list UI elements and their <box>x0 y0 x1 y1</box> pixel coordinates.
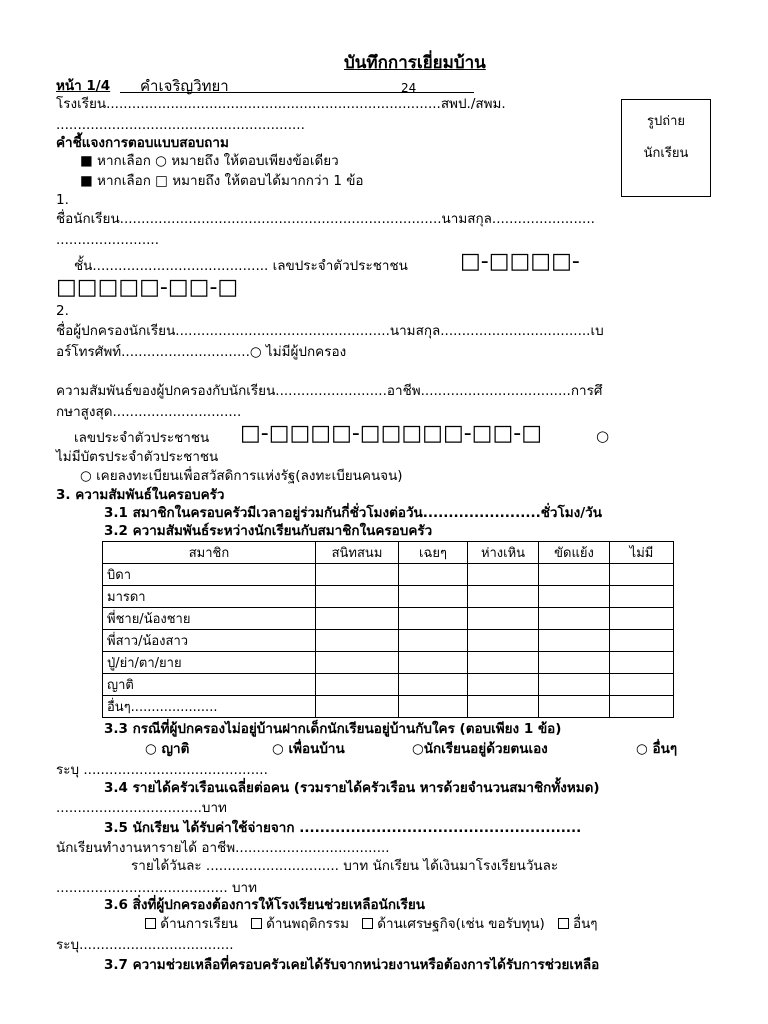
check-cell[interactable] <box>468 586 539 608</box>
member-cell: ญาติ <box>103 674 316 696</box>
table-row <box>103 652 674 674</box>
student-id-boxes-b[interactable]: □□□□□-□□-□ <box>56 275 239 300</box>
school-line-2: .......................................................... <box>56 117 305 133</box>
table-row <box>103 674 674 696</box>
section-2-number: 2. <box>56 303 69 319</box>
option-economy[interactable]: ด้านเศรษฐกิจ(เช่น ขอรับทุน) <box>377 916 545 932</box>
student-name-field[interactable]: ชื่อนักเรียน...........................................................................นามสกุล........................ <box>56 211 595 227</box>
member-cell: ปู่/ย่า/ตา/ยาย <box>103 652 316 674</box>
check-cell[interactable] <box>539 630 610 652</box>
question-3-1[interactable]: 3.1 สมาชิกในครอบครัวมีเวลาอยู่ร่วมกันกี่ชั่วโมงต่อวัน.......................ชั่วโมง/วัน <box>104 505 602 521</box>
guardian-education-field[interactable]: กษาสูงสุด.............................. <box>56 404 242 420</box>
check-cell[interactable] <box>316 696 399 718</box>
option-neighbor[interactable]: ○ เพื่อนบ้าน <box>272 741 345 757</box>
checkbox-learning[interactable] <box>145 918 156 929</box>
checkbox-economy[interactable] <box>362 918 373 929</box>
header-conflict: ขัดแย้ง <box>539 542 610 564</box>
member-cell: บิดา <box>103 564 316 586</box>
member-cell: อื่นๆ..................... <box>103 696 316 718</box>
check-cell[interactable] <box>316 564 399 586</box>
photo-label-1: รูปถ่าย <box>646 114 686 129</box>
member-cell: พี่ชาย/น้องชาย <box>103 608 316 630</box>
table-row <box>103 586 674 608</box>
check-cell[interactable] <box>539 564 610 586</box>
guardian-phone-field[interactable]: อร์โทรศัพท์..............................○ ไม่มีผู้ปกครอง <box>56 344 347 360</box>
check-cell[interactable] <box>399 696 468 718</box>
no-id-radio[interactable]: ○ <box>596 427 610 445</box>
table-row <box>103 696 674 718</box>
option-other[interactable]: ○ อื่นๆ <box>636 741 678 757</box>
question-3-4-field[interactable]: ..................................บาท <box>56 800 227 816</box>
check-cell[interactable] <box>399 674 468 696</box>
check-cell[interactable] <box>610 696 674 718</box>
check-cell[interactable] <box>316 586 399 608</box>
daily-allowance-field[interactable]: ........................................ บาท <box>56 880 257 896</box>
student-work-field[interactable]: นักเรียนทำงานหารายได้ อาชีพ.................................... <box>56 840 390 856</box>
guardian-id-label: เลขประจำตัวประชาชน <box>74 430 210 446</box>
table-header-row <box>103 542 674 564</box>
form-number: 24 <box>401 81 417 95</box>
check-cell[interactable] <box>399 630 468 652</box>
question-3-3-specify[interactable]: ระบุ ........................................... <box>56 762 268 778</box>
instruction-2: ■ หากเลือก □ หมายถึง ให้ตอบได้มากกว่า 1 ข้อ <box>80 173 364 189</box>
page-label: หน้า 1/4 <box>56 78 111 94</box>
instructions-heading: คำชี้แจงการตอบแบบสอบถาม <box>56 135 229 151</box>
header-none: ไม่มี <box>610 542 674 564</box>
header-distant: ห่างเหิน <box>468 542 539 564</box>
check-cell[interactable] <box>468 630 539 652</box>
check-cell[interactable] <box>399 586 468 608</box>
student-id-boxes-a[interactable]: □-□□□□- <box>460 249 580 274</box>
form-title: บันทึกการเยี่ยมบ้าน <box>344 53 486 73</box>
guardian-relation-field[interactable]: ความสัมพันธ์ของผู้ปกครองกับนักเรียน..........................อาชีพ...................................การศึ <box>56 383 603 399</box>
check-cell[interactable] <box>610 608 674 630</box>
photo-label-2: นักเรียน <box>643 146 689 161</box>
check-cell[interactable] <box>610 630 674 652</box>
check-cell[interactable] <box>468 696 539 718</box>
student-name-field-cont[interactable]: ........................ <box>56 232 159 248</box>
guardian-id-boxes[interactable]: □-□□□□-□□□□□-□□-□ <box>240 421 542 446</box>
check-cell[interactable] <box>539 696 610 718</box>
option-relative[interactable]: ○ ญาติ <box>145 741 190 757</box>
check-cell[interactable] <box>468 564 539 586</box>
checkbox-behavior[interactable] <box>251 918 262 929</box>
guardian-name-field[interactable]: ชื่อผู้ปกครองนักเรียน..................................................นามสกุล...................................เบ <box>56 323 604 339</box>
question-3-4: 3.4 รายได้ครัวเรือนเฉลี่ยต่อคน (รวมรายได้ครัวเรือน หารด้วยจำนวนสมาชิกทั้งหมด) <box>104 780 600 796</box>
check-cell[interactable] <box>539 608 610 630</box>
check-cell[interactable] <box>610 674 674 696</box>
option-behavior[interactable]: ด้านพฤติกรรม <box>266 916 350 932</box>
question-3-3: 3.3 กรณีที่ผู้ปกครองไม่อยู่บ้านฝากเด็กนักเรียนอยู่บ้านกับใคร (ตอบเพียง 1 ข้อ) <box>104 721 562 737</box>
check-cell[interactable] <box>610 586 674 608</box>
section-1-number: 1. <box>56 192 69 208</box>
question-3-2: 3.2 ความสัมพันธ์ระหว่างนักเรียนกับสมาชิกในครอบครัว <box>104 523 433 539</box>
check-cell[interactable] <box>539 652 610 674</box>
check-cell[interactable] <box>316 608 399 630</box>
student-photo-box <box>621 99 711 197</box>
check-cell[interactable] <box>316 674 399 696</box>
check-cell[interactable] <box>399 652 468 674</box>
option-learning[interactable]: ด้านการเรียน <box>160 916 238 932</box>
question-3-6-specify[interactable]: ระบุ.................................... <box>56 937 234 953</box>
no-id-card-label: ไม่มีบัตรประจำตัวประชาชน <box>56 449 219 465</box>
table-row <box>103 564 674 586</box>
checkbox-other[interactable] <box>558 918 569 929</box>
class-field[interactable]: ชั้น......................................... เลขประจำตัวประชาชน <box>74 258 408 274</box>
question-3-5[interactable]: 3.5 นักเรียน ได้รับค่าใช้จ่ายจาก ....................................................... <box>104 820 582 836</box>
header-member: สมาชิก <box>103 542 316 564</box>
check-cell[interactable] <box>539 586 610 608</box>
member-cell: มารดา <box>103 586 316 608</box>
check-cell[interactable] <box>468 674 539 696</box>
header-neutral: เฉยๆ <box>399 542 468 564</box>
check-cell[interactable] <box>610 652 674 674</box>
header-close: สนิทสนม <box>316 542 399 564</box>
family-relationship-table <box>102 541 674 718</box>
option-alone[interactable]: ○นักเรียนอยู่ด้วยตนเอง <box>412 741 548 757</box>
q3-6-options <box>145 916 598 932</box>
instruction-1: ■ หากเลือก ○ หมายถึง ให้ตอบเพียงข้อเดียว <box>80 153 339 169</box>
question-3-7: 3.7 ความช่วยเหลือที่ครอบครัวเคยได้รับจากหน่วยงานหรือต้องการได้รับการช่วยเหลือ <box>104 957 600 973</box>
welfare-registration-option[interactable]: ○ เคยลงทะเบียนเพื่อสวัสดิการแห่งรัฐ(ลงทะเบียนคนจน) <box>80 468 403 484</box>
check-cell[interactable] <box>316 652 399 674</box>
check-cell[interactable] <box>316 630 399 652</box>
section-3-title: 3. ความสัมพันธ์ในครอบครัว <box>56 487 225 503</box>
table-row <box>103 630 674 652</box>
daily-income-field[interactable]: รายได้วันละ ............................... บาท นักเรียน ได้เงินมาโรงเรียนวันละ <box>131 858 559 874</box>
check-cell[interactable] <box>468 652 539 674</box>
table-row <box>103 608 674 630</box>
option-other-36[interactable]: อื่นๆ <box>572 916 598 932</box>
school-name: คำเจริญวิทยา <box>140 77 229 95</box>
member-cell: พี่สาว/น้องสาว <box>103 630 316 652</box>
question-3-6: 3.6 สิ่งที่ผู้ปกครองต้องการให้โรงเรียนช่วยเหลือนักเรียน <box>104 897 425 913</box>
check-cell[interactable] <box>468 608 539 630</box>
school-line: โรงเรียน..............................................................................สพป./สพม. <box>56 96 506 112</box>
check-cell[interactable] <box>610 564 674 586</box>
check-cell[interactable] <box>399 564 468 586</box>
check-cell[interactable] <box>539 674 610 696</box>
check-cell[interactable] <box>399 608 468 630</box>
